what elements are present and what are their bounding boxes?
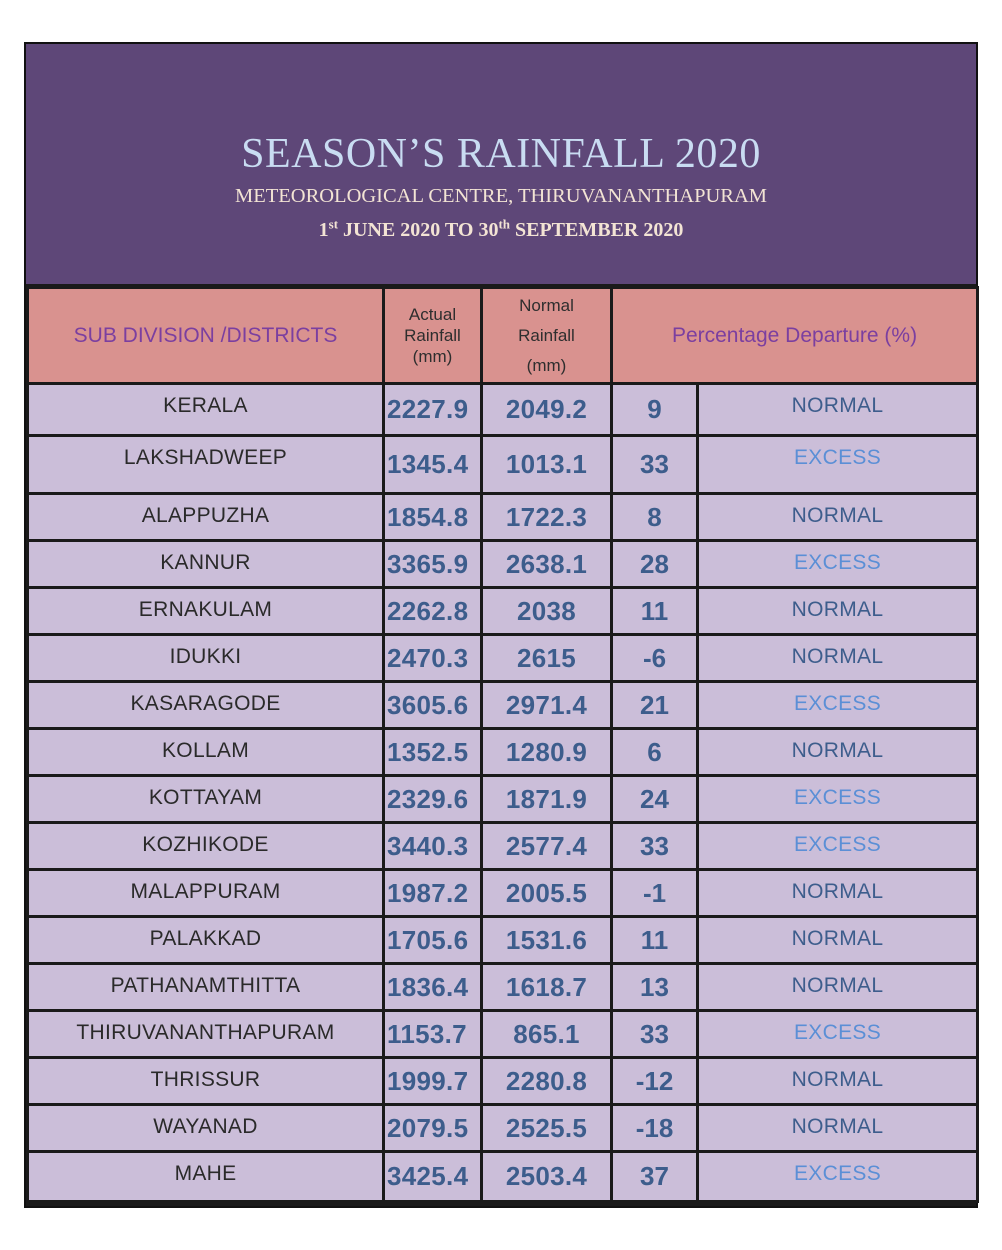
table-row: [28, 964, 978, 1011]
period-range: [26, 216, 976, 242]
percentage-departure: 33: [612, 436, 698, 494]
rainfall-category: NORMAL: [698, 384, 978, 436]
percentage-departure: 8: [612, 494, 698, 541]
district-name: KASARAGODE: [28, 682, 384, 729]
rainfall-category: NORMAL: [698, 1105, 978, 1152]
district-name: WAYANAD: [28, 1105, 384, 1152]
table-row: [28, 588, 978, 635]
rainfall-category: NORMAL: [698, 1058, 978, 1105]
table-row: [28, 823, 978, 870]
rainfall-category: EXCESS: [698, 682, 978, 729]
table-header-row: [28, 288, 978, 384]
period-end-day: 30: [478, 219, 499, 241]
rainfall-category: NORMAL: [698, 635, 978, 682]
col-header-normal-line1: Normal: [519, 295, 574, 315]
col-header-normal: [482, 288, 612, 384]
district-name: KOLLAM: [28, 729, 384, 776]
rainfall-category: EXCESS: [698, 776, 978, 823]
normal-rainfall: 1280.9: [482, 729, 612, 776]
actual-rainfall: 1705.6: [384, 917, 482, 964]
normal-rainfall: 2049.2: [482, 384, 612, 436]
rainfall-table: [26, 286, 979, 1203]
table-row: [28, 1058, 978, 1105]
percentage-departure: 11: [612, 588, 698, 635]
col-header-district: SUB DIVISION /DISTRICTS: [28, 288, 384, 384]
actual-rainfall: 3365.9: [384, 541, 482, 588]
table-row: [28, 1011, 978, 1058]
table-row: [28, 384, 978, 436]
district-name: ERNAKULAM: [28, 588, 384, 635]
table-body: [28, 384, 978, 1202]
percentage-departure: 13: [612, 964, 698, 1011]
actual-rainfall: 1836.4: [384, 964, 482, 1011]
table-row: [28, 917, 978, 964]
page-title: SEASON’S RAINFALL 2020: [241, 131, 761, 177]
district-name: MALAPPURAM: [28, 870, 384, 917]
rainfall-category: NORMAL: [698, 588, 978, 635]
actual-rainfall: 1153.7: [384, 1011, 482, 1058]
rainfall-category: EXCESS: [698, 436, 978, 494]
table-row: [28, 776, 978, 823]
percentage-departure: 6: [612, 729, 698, 776]
district-name: THRISSUR: [28, 1058, 384, 1105]
normal-rainfall: 2577.4: [482, 823, 612, 870]
district-name: PATHANAMTHITTA: [28, 964, 384, 1011]
actual-rainfall: 3425.4: [384, 1152, 482, 1202]
normal-rainfall: 1618.7: [482, 964, 612, 1011]
district-name: KERALA: [28, 384, 384, 436]
actual-rainfall: 2470.3: [384, 635, 482, 682]
col-header-normal-line2: Rainfall: [518, 325, 575, 345]
percentage-departure: 11: [612, 917, 698, 964]
actual-rainfall: 2227.9: [384, 384, 482, 436]
period-start-rest: JUNE 2020 TO: [338, 219, 479, 241]
rainfall-category: NORMAL: [698, 870, 978, 917]
percentage-departure: 21: [612, 682, 698, 729]
normal-rainfall: 865.1: [482, 1011, 612, 1058]
actual-rainfall: 1999.7: [384, 1058, 482, 1105]
actual-rainfall: 1854.8: [384, 494, 482, 541]
rainfall-category: NORMAL: [698, 917, 978, 964]
district-name: IDUKKI: [28, 635, 384, 682]
rainfall-category: NORMAL: [698, 964, 978, 1011]
actual-rainfall: 3605.6: [384, 682, 482, 729]
district-name: THIRUVANANTHAPURAM: [28, 1011, 384, 1058]
col-header-actual: [384, 288, 482, 384]
normal-rainfall: 2503.4: [482, 1152, 612, 1202]
actual-rainfall: 1352.5: [384, 729, 482, 776]
period-end-suffix: th: [498, 216, 510, 232]
title-banner: [26, 44, 976, 284]
table-row: [28, 1152, 978, 1202]
period-start-suffix: st: [328, 216, 339, 232]
col-header-actual-line1: Actual: [408, 305, 457, 324]
actual-rainfall: 1987.2: [384, 870, 482, 917]
percentage-departure: 37: [612, 1152, 698, 1202]
col-header-departure: Percentage Departure (%): [612, 288, 978, 384]
percentage-departure: -18: [612, 1105, 698, 1152]
col-header-normal-line3: (mm): [526, 355, 567, 375]
col-header-actual-line3: (mm): [412, 347, 453, 366]
table-row: [28, 870, 978, 917]
table-row: [28, 682, 978, 729]
percentage-departure: 28: [612, 541, 698, 588]
period-end-rest: SEPTEMBER 2020: [510, 219, 684, 241]
col-header-actual-line2: Rainfall: [404, 326, 461, 345]
table-row: [28, 494, 978, 541]
normal-rainfall: 1531.6: [482, 917, 612, 964]
rainfall-category: EXCESS: [698, 1152, 978, 1202]
normal-rainfall: 1871.9: [482, 776, 612, 823]
actual-rainfall: 2262.8: [384, 588, 482, 635]
normal-rainfall: 2615: [482, 635, 612, 682]
percentage-departure: 9: [612, 384, 698, 436]
percentage-departure: -12: [612, 1058, 698, 1105]
percentage-departure: 24: [612, 776, 698, 823]
table-row: [28, 729, 978, 776]
page-subtitle: METEOROLOGICAL CENTRE, THIRUVANANTHAPURAM: [234, 185, 768, 207]
rainfall-category: EXCESS: [698, 823, 978, 870]
actual-rainfall: 2079.5: [384, 1105, 482, 1152]
rainfall-category: NORMAL: [698, 729, 978, 776]
rainfall-category: EXCESS: [698, 1011, 978, 1058]
district-name: PALAKKAD: [28, 917, 384, 964]
normal-rainfall: 2971.4: [482, 682, 612, 729]
district-name: KANNUR: [28, 541, 384, 588]
normal-rainfall: 2005.5: [482, 870, 612, 917]
normal-rainfall: 2638.1: [482, 541, 612, 588]
table-row: [28, 1105, 978, 1152]
table-row: [28, 541, 978, 588]
percentage-departure: -6: [612, 635, 698, 682]
table-row: [28, 436, 978, 494]
normal-rainfall: 1722.3: [482, 494, 612, 541]
district-name: LAKSHADWEEP: [28, 436, 384, 494]
district-name: ALAPPUZHA: [28, 494, 384, 541]
percentage-departure: 33: [612, 823, 698, 870]
normal-rainfall: 1013.1: [482, 436, 612, 494]
table-row: [28, 635, 978, 682]
district-name: KOTTAYAM: [28, 776, 384, 823]
normal-rainfall: 2525.5: [482, 1105, 612, 1152]
rainfall-category: EXCESS: [698, 541, 978, 588]
actual-rainfall: 2329.6: [384, 776, 482, 823]
district-name: KOZHIKODE: [28, 823, 384, 870]
district-name: MAHE: [28, 1152, 384, 1202]
normal-rainfall: 2280.8: [482, 1058, 612, 1105]
period-start-day: 1: [318, 219, 329, 241]
percentage-departure: -1: [612, 870, 698, 917]
actual-rainfall: 1345.4: [384, 436, 482, 494]
percentage-departure: 33: [612, 1011, 698, 1058]
actual-rainfall: 3440.3: [384, 823, 482, 870]
normal-rainfall: 2038: [482, 588, 612, 635]
rainfall-category: NORMAL: [698, 494, 978, 541]
